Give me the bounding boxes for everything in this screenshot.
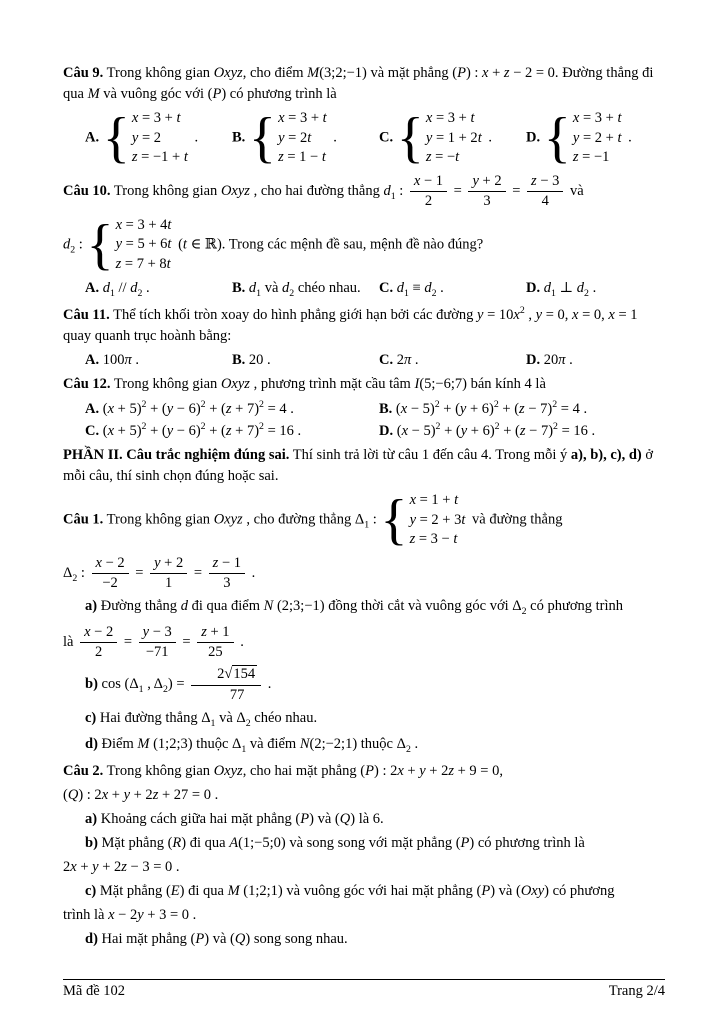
option-C: C. $d_1 \equiv d_2$ . (379, 280, 444, 300)
question-10-options (63, 278, 665, 301)
option-A: A. 100π . (85, 352, 139, 369)
option-C: C. $(x + 5)^2 + (y - 6)^2 + (z + 7)^2 = 16$ . (85, 421, 302, 439)
q2-item-b: b) Mặt phẳng (R) đi qua A(1;−5;0) và song song với mặt phẳng (P) có phương trình là (85, 834, 585, 851)
system-equation-line: y = 1 + 2t (425, 129, 482, 146)
option-A: A. $(x + 5)^2 + (y - 6)^2 + (z + 7)^2 = 4$ . (85, 399, 294, 418)
equation-system (249, 109, 327, 168)
system-equation-line: x = 1 + t (409, 491, 459, 508)
fraction: $\frac{x - 2}{2}$ (80, 624, 117, 662)
option-D: D. $(x - 5)^2 + (y + 6)^2 + (z - 7)^2 = 16$ . (379, 421, 596, 439)
option-A: A. $d_1 // d_2$ . (85, 280, 150, 300)
option-label: D. (526, 280, 541, 297)
option-D: D. { x = 3 + t y = 2 + t z = −1 . (526, 107, 632, 170)
fraction: $\frac{y - 3}{-71}$ (139, 624, 176, 662)
square-root: √154 (224, 666, 256, 683)
option-D: D. 20π . (526, 352, 573, 369)
option-label: B. (232, 352, 246, 369)
system-equation-line: y = 2 (131, 129, 162, 146)
fraction: $\frac{z - 3}{4}$ (527, 173, 563, 211)
question-9-text: Câu 9. Trong không gian Oxyz, cho điểm M(3;2;−1) và mặt phẳng (P) : x + z − 2 = 0. Đường thẳng đi qua M và vuông góc với (P) có phương trình là (63, 65, 654, 103)
option-B: B. { x = 3 + t y = 2t z = 1 − t . (232, 107, 337, 170)
q2-item-a: a) Khoảng cách giữa hai mặt phẳng (P) và (Q) là 6. (85, 810, 384, 827)
system-equation-line: x = 3 + t (572, 110, 622, 127)
document-body (63, 63, 665, 950)
system-equation-line: x = 3 + t (425, 110, 475, 127)
question-11-options (63, 350, 665, 371)
system-equation-line: z = 3 − t (409, 531, 458, 548)
exam-code: Mã đề 102 (63, 983, 126, 999)
question-11-text: Câu 11. Thể tích khối tròn xoay do hình phẳng giới hạn bởi các đường $y = 10x^2$ , y = 0, x = 0, x = 1 quay quanh trục hoành bằng: (63, 305, 638, 345)
system-equation-line: z = 1 − t (278, 149, 326, 166)
q1-item-d: d) Điểm M (1;2;3) thuộc $\Delta_1$ và điểm N(2;−2;1) thuộc $\Delta_2$ . (85, 736, 419, 756)
fraction: $\frac{x - 1}{2}$ (410, 173, 447, 211)
equation-system (380, 491, 465, 550)
system-equation-line: z = −1 + t (131, 149, 188, 166)
part2-question-2-line2: (Q) : 2x + y + 2z + 27 = 0 . (63, 786, 219, 803)
option-label: D. (526, 129, 541, 146)
q2-item-c-line2: trình là x − 2y + 3 = 0 . (63, 906, 197, 923)
option-B: B. 20 . (232, 352, 271, 369)
question-12-text: Câu 12. Trong không gian Oxyz , phương trình mặt cầu tâm I(5;−6;7) bán kính 4 là (63, 376, 546, 393)
fraction: $\frac{z - 1}{3}$ (209, 555, 245, 593)
q2-item-d: d) Hai mặt phẳng (P) và (Q) song song nhau. (85, 930, 348, 947)
equation-system (544, 109, 622, 168)
fraction: $\frac{x - 2}{-2}$ (92, 555, 129, 593)
fraction: $\frac{y + 2}{1}$ (150, 555, 187, 593)
part2-question-1-text: Câu 1. Trong không gian Oxyz , cho đường thẳng $\Delta_1$ : { x = 1 + t y = 2 + 3t z = 3 − t và đường thẳng (63, 489, 563, 552)
system-equation-line: x = 3 + t (278, 110, 327, 127)
option-label: C. (379, 352, 394, 369)
equation-system (397, 109, 482, 168)
brace-glyph: { (380, 489, 408, 552)
question-10-text: Câu 10. Trong không gian Oxyz , cho hai đường thẳng $d_1$ : $\frac{x - 1}{2}$ = $\frac{y + 2}{3}$ = $\frac{z - 3}{4}$ và (63, 172, 584, 210)
option-label: C. (379, 129, 394, 146)
system-equation-line: y = 5 + 6t (115, 236, 172, 253)
option-label: C. (379, 280, 394, 297)
fraction: $\frac{y + 2}{3}$ (468, 173, 505, 211)
option-B: B. $d_1$ và $d_2$ chéo nhau. (232, 280, 361, 300)
system-equation-line: x = 3 + t (131, 110, 181, 127)
option-C: C. 2π . (379, 352, 419, 369)
system-equation-line: z = 7 + 8t (115, 255, 171, 272)
system-equation-line: z = −t (425, 149, 460, 166)
page-number: Trang 2/4 (608, 983, 665, 999)
system-equation-line: y = 2t (278, 129, 312, 146)
option-label: A. (85, 129, 100, 146)
system-equation-line: z = −1 (572, 149, 610, 166)
brace-glyph: { (543, 107, 571, 170)
system-equation-line: x = 3 + 4t (115, 216, 172, 233)
option-label: A. (85, 352, 100, 369)
option-D: D. $d_1$ ⊥ $d_2$ . (526, 280, 597, 300)
brace-glyph: { (102, 107, 130, 170)
part2-question-1-delta2: $\Delta_2$ : $\frac{x - 2}{-2}$ = $\frac{y + 2}{1}$ = $\frac{z - 1}{3}$ . (63, 554, 256, 592)
question-9-options (63, 108, 665, 169)
fraction: $\frac{2√154}{77}$ (191, 666, 261, 704)
q2-item-b-line2: 2x + y + 2z − 3 = 0 . (63, 858, 180, 875)
question-10-line2: $d_2$ : { x = 3 + 4t y = 5 + 6t z = 7 + 8t (t ∈ ℝ). Trong các mệnh đề sau, mệnh đề nào đúng? (63, 213, 484, 276)
brace-glyph: { (86, 213, 114, 276)
option-label: C. (85, 422, 100, 439)
option-label: D. (379, 422, 394, 439)
part-2-header: PHẦN II. Câu trắc nghiệm đúng sai. Thí sinh trả lời từ câu 1 đến câu 4. Trong mỗi ý a), b), c), d) ở mỗi câu, thí sinh chọn đúng hoặc sai. (63, 446, 654, 484)
q1-item-a: a) Đường thẳng d đi qua điểm N (2;3;−1) đồng thời cắt và vuông góc với $\Delta_2$ có phương trình (85, 598, 624, 618)
option-label: B. (232, 129, 246, 146)
system-equation-line: y = 2 + 3t (409, 511, 466, 528)
fraction: $\frac{z + 1}{25}$ (197, 624, 233, 662)
question-12-options (63, 398, 665, 442)
q1-item-b: b) $\cos (\Delta_1$ , $\Delta_2$) = $\frac{2√154}{77}$ . (85, 666, 272, 703)
page-footer (63, 979, 665, 1000)
brace-glyph: { (248, 107, 277, 170)
brace-glyph: { (396, 107, 424, 170)
option-C: C. { x = 3 + t y = 1 + 2t z = −t . (379, 107, 492, 170)
option-label: A. (85, 401, 100, 418)
option-B: B. $(x - 5)^2 + (y + 6)^2 + (z - 7)^2 = 4$ . (379, 399, 588, 418)
option-A: A. { x = 3 + t y = 2 z = −1 + t . (85, 107, 199, 170)
option-label: B. (232, 280, 246, 297)
option-label: B. (379, 401, 393, 418)
option-label: A. (85, 280, 100, 297)
q1-item-c: c) Hai đường thẳng $\Delta_1$ và $\Delta_2$ chéo nhau. (85, 710, 318, 730)
equation-system (103, 109, 188, 168)
part2-question-2-text: Câu 2. Trong không gian Oxyz, cho hai mặt phẳng (P) : 2x + y + 2z + 9 = 0, (63, 762, 503, 779)
equation-system (86, 213, 172, 276)
option-label: D. (526, 352, 541, 369)
q1-item-a-line2: là $\frac{x - 2}{2}$ = $\frac{y - 3}{-71}$ = $\frac{z + 1}{25}$ . (63, 623, 244, 660)
q2-item-c: c) Mặt phẳng (E) đi qua M (1;2;1) và vuông góc với hai mặt phẳng (P) và (Oxy) có phương (85, 882, 615, 899)
system-equation-line: y = 2 + t (572, 129, 622, 146)
